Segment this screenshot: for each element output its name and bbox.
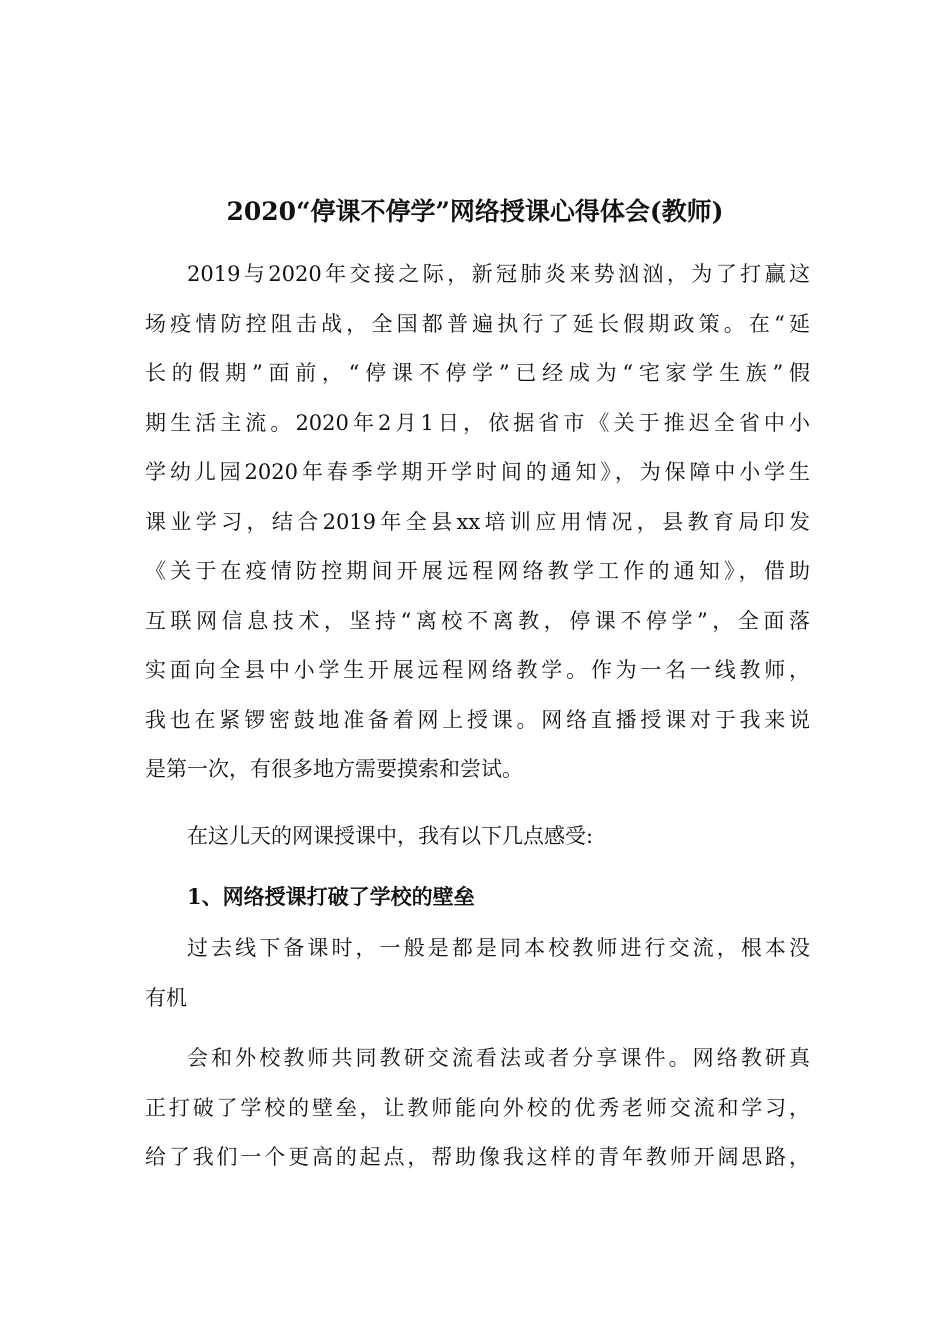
text-line: 我也在紧锣密鼓地准备着网上授课。网络直播授课对于我来说: [145, 707, 810, 732]
text-line: 实面向全县中小学生开展远程网络教学。作为一名一线教师，: [145, 658, 810, 682]
section-heading-1: 1、网络授课打破了学校的壁垒: [187, 884, 475, 909]
text-line: 有机: [145, 985, 187, 1010]
text-line: 学幼儿园2020年春季学期开学时间的通知》，为保障中小学生: [145, 460, 810, 484]
text-line: 《关于在疫情防控期间开展远程网络教学工作的通知》，借助: [145, 559, 810, 583]
text-line: 给了我们一个更高的起点，帮助像我这样的青年教师开阔思路，: [145, 1145, 810, 1169]
text-line: 正打破了学校的壁垒，让教师能向外校的优秀老师交流和学习，: [145, 1095, 810, 1120]
paragraph-section1-b: [145, 1034, 810, 1183]
paragraph-intro: [145, 250, 810, 795]
text-line: 是第一次，有很多地方需要摸索和尝试。: [145, 757, 523, 781]
text-line: 2019与2020年交接之际，新冠肺炎来势汹汹，为了打赢这: [187, 262, 810, 286]
text-line: 长的假期”面前，“停课不停学”已经成为“宅家学生族”假: [145, 361, 810, 385]
text-line: 会和外校教师共同教研交流看法或者分享课件。网络教研真: [187, 1046, 810, 1070]
text-line: 期生活主流。2020年2月1日，依据省市《关于推迟全省中小: [145, 410, 810, 435]
paragraph-feelings-intro: 在这儿天的网课授课中，我有以下几点感受:: [187, 824, 594, 848]
text-line: 过去线下备课时，一般是都是同本校教师进行交流，根本没: [187, 936, 810, 960]
text-line: 场疫情防控阻击战，全国都普遍执行了延长假期政策。在“延: [145, 311, 810, 336]
paragraph-section1-a: [145, 924, 810, 1023]
document-title: 2020“停课不停学”网络授课心得体会(教师): [226, 197, 724, 226]
text-line: 互联网信息技术，坚持“离校不离教，停课不停学”，全面落: [145, 608, 810, 633]
text-line: 课业学习，结合2019年全县xx培训应用情况，县教育局印发: [145, 509, 810, 534]
